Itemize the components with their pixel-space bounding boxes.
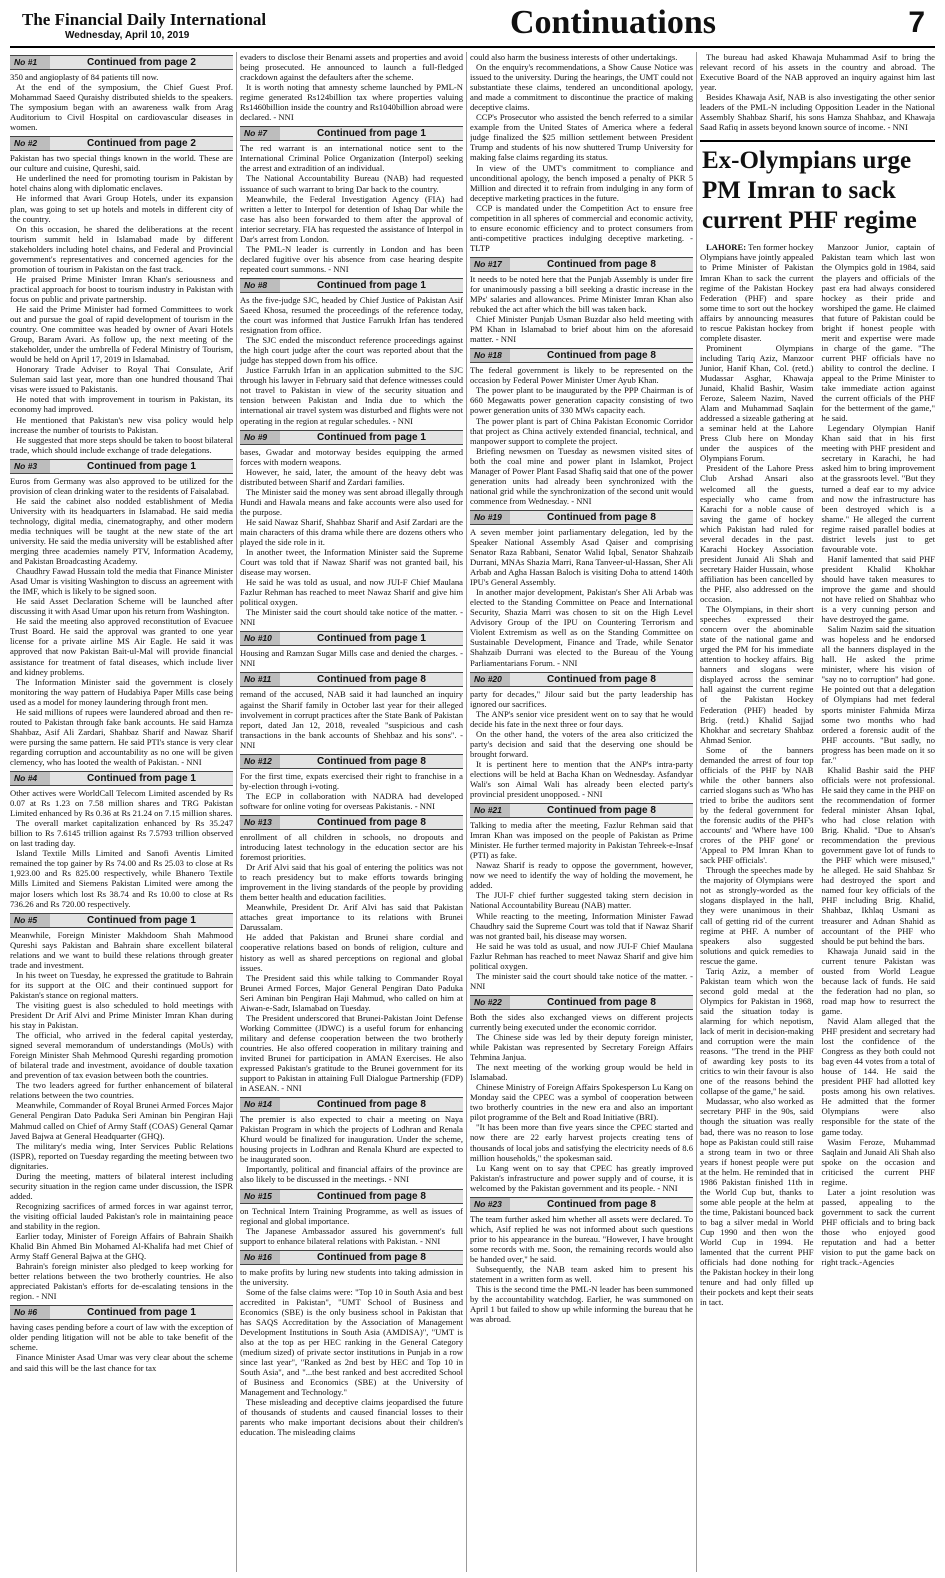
story-title: Continued from page 8 <box>317 1190 426 1202</box>
paragraph: Nawaz Sharif is ready to oppose the government, however, now we need to identify the way of holding the movement, he added. <box>470 860 693 891</box>
story-title: Continued from page 1 <box>317 279 426 291</box>
paragraph: enrollment of all children in schools, no dropouts and introducing latest technology in the education sector are his foremost priorities. <box>240 831 463 863</box>
paragraph: Island Textile Mills Limited and Sanofi Aventis Limited remained the top gainer by Rs 74.00 and Rs 25.03 to close at Rs 1,923.00 and Rs 825.00 respectively, while Bhanero Textile Mills Limited and Siemens Pakistan Limited were among the major losers which lost Rs 38.74 and Rs 10.00 to close at Rs 736.26 and Rs 720.00 respectively. <box>10 848 233 909</box>
story-title: Continued from page 1 <box>317 633 426 645</box>
story-header <box>470 995 693 1010</box>
continued-story <box>470 1197 693 1325</box>
column-1 <box>10 52 233 1572</box>
continued-story <box>10 1305 233 1372</box>
paragraph: The overall market capitalization enhanced by Rs 35.247 billion to Rs 7.6145 trillion against Rs 7.5793 trillion observed on last trading day. <box>10 818 233 849</box>
story-title: Continued from page 2 <box>87 57 196 68</box>
lead-paragraph: The Olympians, in their short speeches expressed their concern over the abominable state of the national game and urged the PM for his immediate attention to hockey affairs. Big banners and slogans were displayed across the seminar hall against the current regime of the Pakistan Hockey Federation (PHF) headed by Brig. (retd.) Khalid Sajjad Khokhar and secretary Shahbaz Ahmad Senior. <box>700 604 814 745</box>
paragraph: The team further asked him whether all assets were declared. To which, Asif replied he was not informed about such questions prior to his appearance in the bureau. "However, I have brought some records with me. Soon, the remaining records would also be handed over," he said. <box>470 1213 693 1264</box>
paragraph: Meanwhile, Foreign Minister Makhdoom Shah Mahmood Qureshi says Pakistan and Bahrain share excellent bilateral relations and we want to build these relations through greater trade and investment. <box>10 929 233 970</box>
paragraph: The power plant is part of China Pakistan Economic Corridor that project as China actively extended financial, technical, and manpower support to complete the project. <box>470 415 693 446</box>
lead-paragraph: President of the Lahore Press Club Arshad Ansari also welcomed all the guests, especially who came from Karachi for a noble cause of saving the game of hockey which Pakistan had ruled for several decades in the past. Karachi Hockey Association president Junaid Ali Shah and secretary Haider Hussain, whose affiliation has been cancelled by the PHF, also addressed on the occasion. <box>700 463 814 605</box>
column-3 <box>470 52 693 1572</box>
paragraph: Euros from Germany was also approved to be utilized for the provision of clean drinking water to the residents of Faisalabad. <box>10 475 233 496</box>
continued-story <box>240 1189 463 1246</box>
paragraph: Meanwhile, the Federal Investigation Agency (FIA) had written a letter to Interpol for detention of Ishaq Dar while the case has also been forwarded to them after the approval of interior secretary. FIA has requested the assistance of Interpol in Dar's arrest from London. <box>240 193 463 244</box>
paragraph: For the first time, expats exercised their right to franchise in a by-election through i-voting. <box>240 770 463 791</box>
lead-paragraph: Navid Alam alleged that the PHF president and secretary had lost the confidence of the Congress as they both could not bag even 44 votes from a total of house of 144. He said the president PHF had allotted key posts among his own relatives. He admitted that the former Olympians were also responsible for the state of the game today. <box>821 1015 935 1137</box>
paragraph: A seven member joint parliamentary delegation, led by the Speaker National Assembly Asad Qaiser and comprising Senator Raza Rabbani, Senator Walid Iqbal, Senator Shahzaib Durrani, MNAs Shazia Marri, Rana Tanveer-ul-Hassan, Sher Ali Arbab and Agha Hassan Baloch is visiting Doha to attend 140th IPU's General Assembly. <box>470 526 693 588</box>
paragraph: The ECP in collaboration with NADRA had developed software for online voting for overseas Pakistanis. - NNI <box>240 790 463 811</box>
paragraph: In his tweet on Tuesday, he expressed the gratitude to Bahrain for its support at the OIC and their continued support for Pakistan's stance on regional matters. <box>10 969 233 1000</box>
lead-paragraph <box>700 242 814 342</box>
paragraph: The two leaders agreed for further enhancement of bilateral relations between the two countries. <box>10 1080 233 1101</box>
lead-paragraph: Some of the banners demanded the arrest of four top officials of the PHF by NAB while the other banners also carried slogans such as 'Who has tried to bribe the auditors sent by the federal government for the forensic audits of the PHF's accounts' and 'Where have 100 crores of the PHF gone' or 'Appeal to PM Imran Khan to sack PHF officials'. <box>700 744 814 866</box>
paragraph: He said millions of rupees were laundered abroad and then re-routed to Pakistan through fake bank accounts. He said Hamza Shahbaz, Asif Ali Zardari, Shahbaz Sharif and Nawaz Sharif were pursing the same pattern. He said PTI's stance is very clear regarding corruption and accountability as no one will be given clemency, who has looted the wealth of Pakistan. - NNI <box>10 706 233 767</box>
story-header <box>10 136 233 151</box>
lead-body <box>700 242 935 1322</box>
continued-story <box>10 913 233 1302</box>
story-number: No #19 <box>470 511 510 524</box>
column-4 <box>700 52 935 1572</box>
story-title: Continued from page 1 <box>87 1307 196 1319</box>
paragraph: Chaudhry Fawad Hussain told the media that Finance Minister Asad Umar is visiting Washington to discuss an agreement with the IMF, which is likely to be signed soon. <box>10 566 233 597</box>
continued-story <box>10 55 233 132</box>
story-number: No #13 <box>240 816 280 829</box>
paragraph: It is worth noting that amnesty scheme launched by PML-N regime generated Rs124billion tax where properties valuing Rs1460billion inside the country and Rs1040billion abroad were declared. - NNI <box>240 82 463 123</box>
issue-date: Wednesday, April 10, 2019 <box>65 30 190 41</box>
lead-paragraph: Through the speeches made by the majority of Olympians were not as strongly-worded as the slogans displayed in the hall, they were unanimous in their call of getting rid of the current regime at PHF. A number of speakers also suggested solutions and quick remedies to rescue the game. <box>700 865 814 966</box>
paragraph: These misleading and deceptive claims jeopardised the future of thousands of students and caused financial losses to their parents who make important decisions about their children's education. The misleading claims <box>240 1397 463 1438</box>
paragraph: In another tweet, the Information Minister said the Supreme Court was told that if Nawaz Sharif was not granted bail, his disease may worsen. <box>240 547 463 578</box>
story-header <box>470 510 693 525</box>
story-number: No #17 <box>470 258 510 271</box>
story-title: Continued from page 1 <box>87 773 196 785</box>
paragraph: CCP is mandated under the Competition Act to ensure free competition in all spheres of commercial and economic activity, to ensure economic efficiency and to protect consumers from anti-competitive practices indulging deceptive marketing. - TLTP <box>470 202 693 253</box>
paragraph: On the enquiry's recommendations, a Show Cause Notice was issued to the university. During the hearings, the UMT could not substantiate these claims, tendered an unconditional apology, and made a commitment to discontinue the practice of making deceptive claims. <box>470 62 693 113</box>
paragraph: The National Accountability Bureau (NAB) had requested issuance of such warrant to bring Dar back to the country. <box>240 173 463 194</box>
paragraph: evaders to disclose their Benami assets and properties and avoid being prosecuted. He announced to launch a full-fledged crackdown against the defaulters after the scheme. <box>240 52 463 83</box>
story-number: No #21 <box>470 804 510 817</box>
continued-story <box>240 1097 463 1184</box>
story-header <box>10 459 233 474</box>
paragraph: Dr Arif Alvi said that his goal of entering the politics was not to reach presidency but to make efforts towards bringing improvement in the living standards of the people by providing them better health and education facilities. <box>240 862 463 903</box>
continued-story <box>240 672 463 749</box>
paragraph: Lu Kang went on to say that CPEC has greatly improved Pakistan's infrastructure and power supply and of course, it is welcomed by the Pakistan government and its people. - NNI <box>470 1162 693 1193</box>
story-header <box>10 913 233 928</box>
paragraph: The Chinese side was led by their deputy foreign minister, while Pakistan was represented by Secretary Foreign Affairs Tehmina Janjua. <box>470 1031 693 1063</box>
story-number: No #22 <box>470 996 510 1009</box>
continued-story <box>470 672 693 800</box>
story-header <box>240 430 463 445</box>
paragraph: Recognizing sacrifices of armed forces in war against terror, the visiting official lauded Pakistan's role in maintaining peace and stability in the region. <box>10 1200 233 1231</box>
paragraph: He said the Prime Minister had formed Committees to work out and pursue the goal of rapid development of tourism in the country. One committee was headed by owner of Avari Hotels Group, Baram Avari. As follow up, the next meeting of the stakeholder, under the umbrella of Federal Ministry of Tourism, would be held on April 17, 2019 in Islamabad. <box>10 303 233 365</box>
story-number: No #16 <box>240 1251 280 1264</box>
continued-story <box>240 430 463 628</box>
story-number: No #11 <box>240 673 280 686</box>
story-number: No #12 <box>240 755 280 768</box>
paragraph: remand of the accused, NAB said it had launched an inquiry against the Sharif family in October last year for their alleged involvement in corrupt practices after the State Bank of Pakistan report, dated Jan 12, 2018, revealed "suspicious and cash transactions in the bank accounts of Shehbaz and his sons". - NNI <box>240 689 463 750</box>
paragraph: The visiting guest is also scheduled to hold meetings with President Dr Arif Alvi and Prime Minister Imran Khan during his stay in Pakistan. <box>10 999 233 1031</box>
lead-text: Ten former hockey Olympians have jointly appealed to Prime Minister of Pakistan Imran Khan to sack the current regime of the Pakistan Hockey Federation (PHF) and spare some time to sort out the hockey affairs by announcing measures to rescue Pakistan hockey from complete disaster. <box>700 242 814 343</box>
paragraph: Housing and Ramzan Sugar Mills case and denied the charges. - NNI <box>240 648 463 669</box>
lead-paragraph: Prominent Olympians including Tariq Aziz, Manzoor Junior, Hanif Khan, Col. (retd.) Mudassar Asghar, Khawaja Junaid, Khalid Bashir, Wasim Feroze, Saleem Nazim, Naved Alam and Muhammad Saqlain addressed a sizeable gathering at a seminar held at the Lahore Press Club here on Monday under the auspices of the Olympians Forum. <box>700 342 814 464</box>
column-2 <box>240 52 463 1572</box>
paragraph: Meanwhile, President Dr. Arif Alvi has said that Pakistan attaches great importance to its relations with Brunei Darussalam. <box>240 902 463 933</box>
paragraph: In view of the UMT's commitment to compliance and unconditional apology, the bench imposed a penalty of PKR 5 Million and directed it to refrain from indulging in any form of deceptive marketing practices in the future. <box>470 162 693 203</box>
continued-story <box>240 1250 463 1438</box>
story-title: Continued from page 8 <box>317 755 426 767</box>
story-header <box>10 771 233 786</box>
paragraph: He underlined the need for promoting tourism in Pakistan by hotel chains along with diplomatic enclaves. <box>10 173 233 194</box>
story-number: No #23 <box>470 1198 510 1211</box>
paragraph: Subsequently, the NAB team asked him to present his statement in a written form as well. <box>470 1263 693 1285</box>
paragraph: He said the meeting also approved reconstitution of Evacuee Trust Board. He said the approval was granted to one year license for a private airline MS Air Eagle. He said it was approved that now Pakistan Bait-ul-Mal will provide financial assistance for treatment of fatal diseases, which include liver and kidney problems. <box>10 616 233 677</box>
paragraph: In another major development, Pakistan's Sher Ali Arbab was elected to the Standing Committee on Peace and International Security, Shazia Marri was chosen to sit on the High Level Advisory Group of the IPU on Countering Terrorism and Violent Extremism as well as on the Standing Committee on Sustainable Development, Finance and Trade, while Senator Shahzaib Durrani was elected to the Bureau of the Young Parliamentarians Forum. - NNI <box>470 587 693 668</box>
story-number: No #18 <box>470 349 510 362</box>
page-number: 7 <box>908 6 925 39</box>
paragraph: He praised Prime Minister Imran Khan's seriousness and practical approach for boost to tourism industry in Pakistan with focus on public and private partnership. <box>10 273 233 304</box>
lead-paragraph: Tariq Aziz, a member of Pakistan team which won the second gold medal at the Olympics for Pakistan in 1968, said the situation today is alarming for which nepotism, lack of merit in decision-making and corruption were the main reasons. "The trend in the PHF of awarding key posts to its critics to win their favour is also one of the reasons behind the collapse of the game," he said. <box>700 965 814 1097</box>
paragraph: The power plant to be inaugurated by the PPP Chairman is of 660 Megawatts power generation capacity consisting of two power generation units of 330 MWs capacity each. <box>470 385 693 416</box>
lead-paragraph: Khalid Bashir said the PHF officials were not professional. He said they came in the PHF on the recommendation of former federal minister Ahsan Iqbal, who had close relation with Brig. Khalid. "Due to Ahsan's recommendation the previous government gave lot of funds to the PHF which were misused," he alleged. He said Shahbaz Sr had destroyed the sport and named four key officials of the PHF including Brig. Khalid, Shahbaz, Ikhlaq Usmani as treasurer and Adnan Shahid as accountant of the PHF who should be put behind the bars. <box>821 764 935 946</box>
paragraph: Finance Minister Asad Umar was very clear about the scheme and said this will be the last chance for tax <box>10 1352 233 1373</box>
paragraph: having cases pending before a court of law with the exception of older pending litigation will not be able to take benefit of the scheme. <box>10 1322 233 1353</box>
story-title: Continued from page 8 <box>317 816 426 828</box>
continued-story <box>240 278 463 426</box>
lead-paragraph: Khawaja Junaid said in the current tenure Pakistan was ousted from World League because lack of funds. He said the federation had no plan, so road map how to resurrect the game. <box>821 945 935 1016</box>
paragraph: The President underscored that Brunei-Pakistan Joint Defense Working Committee (JDWC) is a useful forum for enhancing military and defense cooperation between the two brotherly countries. He also offered cooperation in military training and invited Brunei for participation in AMAN Exercises. He also expressed Pakistan's gratitude to the Brunei government for its support to Pakistan in attaining Full Dialogue Partnership (FDP) in ASEAN. - NNI <box>240 1012 463 1094</box>
paragraph: While reacting to the meeting, Information Minister Fawad Chaudhry said the Supreme Court was told that if Nawaz Sharif was not granted bail, his disease may worsen. <box>470 910 693 941</box>
story-title: Continued from page 8 <box>547 673 656 685</box>
continued-story <box>470 52 693 253</box>
paragraph: The federal government is likely to be represented on the occasion by Federal Power Minister Umer Ayub Khan. <box>470 365 693 386</box>
lead-paragraph: Salim Nazim said the situation was hopeless and he endorsed all the banners displayed in the hall. He asked the prime minister, where his vision of "say no to corruption" had gone. He pointed out that a delegation of Olympians had met federal sports minister Fahmida Mirza some two months who had ordered a forensic audit of the PHF accounts. "But sadly, no progress has been made on it so far." <box>821 624 935 765</box>
paragraph: He said Nawaz Sharif, Shahbaz Sharif and Asif Zardari are the main characters of this drama while there are dozens others who played the side role in it. <box>240 516 463 547</box>
paragraph: During the meeting, matters of bilateral interest including security situation in the region came under discussion, the ISPR added. <box>10 1170 233 1201</box>
paragraph: The official, who arrived in the federal capital yesterday, signed several memorandum of understandings (MoUs) with Foreign Minister Shah Mehmood Qureshi regarding promotion of bilateral trade and investment, avoidance of double taxation and prevention of tax evasion between both the countries. <box>10 1030 233 1081</box>
dateline: LAHORE: <box>706 242 747 253</box>
story-number: No #8 <box>240 279 280 292</box>
paragraph: Honorary Trade Adviser to Royal Thai Consulate, Arif Suleman said last year, more than one hundred thousand Thai visas were issued to Pakistanis. <box>10 364 233 395</box>
story-header <box>470 257 693 272</box>
story-number: No #10 <box>240 632 280 645</box>
paragraph: He mentioned that Pakistan's new visa policy would help increase the number of tourists to Pakistan. <box>10 414 233 435</box>
continued-story <box>470 995 693 1193</box>
story-title: Continued from page 1 <box>317 431 426 443</box>
paragraph: The ANP's senior vice president went on to say that he would decide his fate in the next three or four days. <box>470 708 693 729</box>
paragraph: The JUI-F chief further suggested taking stern decision in National Accountability Bureau (NAB) matter. <box>470 890 693 911</box>
paragraph: The premier is also expected to chair a meeting on Naya Pakistan Program in which the projects of Lodhran and Renala Khurd would be finalized for inauguration. Under the scheme, housing projects in Lodhran and Renala Khurd are expected to be inaugurated soon. <box>240 1114 463 1165</box>
story-number: No #3 <box>10 460 50 473</box>
lead-story <box>700 140 935 1322</box>
paragraph: On the other hand, the voters of the area also criticized the party's decision and said that the deserving one should be brought forward. <box>470 728 693 759</box>
lead-paragraph: Later a joint resolution was passed, appealing to the government to sack the current PHF officials and to bring back those who enjoyed good reputation and had a better vision to put the game back on right track.-Agencies <box>821 1186 935 1268</box>
story-number: No #9 <box>240 431 280 444</box>
paragraph: He said he was told as usual, and now JUI-F Chief Maulana Fazlur Rehman has reached to meet Nawaz Sharif and give him political oxygen. <box>470 940 693 971</box>
story-title: Continued from page 2 <box>87 138 196 150</box>
lead-paragraph: Legendary Olympian Hanif Khan said that in his first meeting with PHF president and secretary in Karachi, he had asked him to bring improvement at the grassroots level. "But they turned a deaf ear to my advice and now the infrastructure has been destroyed which is a shame." He alleged the current regime raised parallel bodies at district levels just to get favourable vote. <box>821 423 935 554</box>
story-number: No #7 <box>240 127 280 140</box>
story-number: No #15 <box>240 1190 280 1203</box>
paragraph: It is pertinent here to mention that the ANP's intra-party elections will be held at Bacha Khan on Wednesday. Asfandyar Wali's son Aimal Wali has already been elected party's provincial president unopposed. - NNI <box>470 758 693 800</box>
story-header <box>240 278 463 293</box>
paragraph: on Technical Intern Training Programme, as well as issues of regional and global importance. <box>240 1205 463 1226</box>
continued-story <box>10 459 233 767</box>
story-number: No #2 <box>10 137 50 150</box>
paragraph: to make profits by luring new students into taking admission in the university. <box>240 1266 463 1287</box>
paragraph: Some of the false claims were: "Top 10 in South Asia and best accredited in Pakistan", "UMT School of Business and Economics (SBE) is the only business school in Pakistan that has SAQS Accreditation by the Association of Management Development Institutions in South Asia (AMDISA)", "UMT is also at the top as per HEC ranking in the General Category (medium sized) of private sector institutions in Punjab in a row since last year", "Ranked as 2nd best by HEC and Top 10 in South Asia", and "...the best ranked and best accredited School of Business and Economics (SBE) at the University of Management and Technology." <box>240 1286 463 1398</box>
paragraph: Justice Farrukh Irfan in an application submitted to the SJC through his lawyer in February said that defence witnesses could not travel to Pakistan in view of the security situation and tension between Pakistan and India due to which the international air travel system was disturbed and flights were not operating in the region at regular schedules. - NNI <box>240 365 463 426</box>
paragraph: As the five-judge SJC, headed by Chief Justice of Pakistan Asif Saeed Khosa, resumed the proceedings of the reference today, the court was informed that Justice Farrukh Irfan has tendered resignation from office. <box>240 294 463 336</box>
story-header <box>470 348 693 363</box>
story-header <box>240 631 463 646</box>
paper-name: The Financial Daily International <box>22 10 267 29</box>
paragraph: "It has been more than five years since the CPEC started and now there are 22 early harvest projects creating tens of thousands of local jobs and satisfying the electricity needs of 8.6 million households," the spokesman said. <box>470 1122 693 1163</box>
paragraph: He noted that with improvement in tourism in Pakistan, its economy had improved. <box>10 394 233 415</box>
continued-story <box>240 815 463 1093</box>
story-header <box>240 815 463 830</box>
paragraph: could also harm the business interests of other undertakings. <box>470 52 678 62</box>
continued-story <box>240 754 463 811</box>
paragraph: The bureau had asked Khawaja Muhammad Asif to bring the relevant record of his assets in the country and abroad. The Executive Board of the NAB approved an inquiry against him last year. <box>700 52 935 93</box>
paragraph: Meanwhile, Commander of Royal Brunei Armed Forces Major General Pengiran Dato Paduka Seri Aminan bin Pengiran Haji Mahmud called on Chief of Army Staff (COAS) General Qamar Javed Bajwa at General Headquarter (GHQ). <box>10 1100 233 1141</box>
paragraph: However, he said, later, the amount of the heavy debt was distributed between Sharif and Zardari families. <box>240 466 463 487</box>
story-header <box>10 55 233 70</box>
story-header <box>470 803 693 818</box>
story-number: No #20 <box>470 673 510 686</box>
paragraph: Pakistan has two special things known in the world. These are our culture and cuisine, Qureshi, said. <box>10 153 233 174</box>
paragraph: He said Asset Declaration Scheme will be launched after discussing it with Asad Umar upon his return from Washington. <box>10 596 233 617</box>
story-header <box>470 672 693 687</box>
paragraph: Chief Minister Punjab Usman Buzdar also held meeting with PM Khan in Islamabad to brief about him on the aforesaid matter. - NNI <box>470 314 693 345</box>
lead-paragraph: Wasim Feroze, Muhammad Saqlain and Junaid Ali Shah also spoke on the occasion and criticised the current PHF regime. <box>821 1136 935 1187</box>
story-title: Continued from page 8 <box>547 1198 656 1210</box>
paragraph: Both the sides also exchanged views on different projects currently being executed under the economic corridor. <box>470 1011 693 1032</box>
paragraph: Importantly, political and financial affairs of the province are also likely to be discussed in the meetings. - NNI <box>240 1164 463 1185</box>
masthead <box>10 6 935 48</box>
paragraph: The PML-N leader is currently in London and has been declared fugitive over his absence from case hearing despite repeated court summons. - NNI <box>240 243 463 274</box>
story-header <box>240 1250 463 1265</box>
continued-story <box>470 348 693 506</box>
paragraph: Talking to media after the meeting, Fazlur Rehman said that Imran Khan was imposed on the people of Pakistan as Prime Minister. He further termed majority in Pakistan Tehreek-e-Insaf (PTI) as fake. <box>470 820 693 861</box>
continued-story <box>10 771 233 909</box>
story-title: Continued from page 8 <box>547 350 656 362</box>
story-number: No #1 <box>10 56 50 69</box>
paragraph: Bahrain's foreign minister also pledged to keep working for better relations between the two brotherly countries. He also appreciated Pakistan's efforts for de-escalating tensions in the region. - NNI <box>10 1261 233 1302</box>
lead-paragraph: Mudassar, who also worked as secretary PHF in the 90s, said though the situation was really bad, there was no reason to lose hope as Pakistan could still raise a strong team in two or three years if honest people were put at the helm. He reminded that in 1986 Pakistan finished 11th in the World Cup but, thanks to some able people at the helm at the time, Pakistani bounced back to bag a silver medal in World Cup 1990 and then won the World Cup in 1994. He lamented that the current PHF officials had done nothing for the Pakistan hockey in their long tenure and had only filled up their pockets and kept their seats in tact. <box>700 1096 814 1308</box>
paragraph: Besides Khawaja Asif, NAB is also investigating the other senior leaders of the PML-N including Opposition Leader in the National Assembly Shahbaz Sharif, his sons Hamza Shahbaz, and Khawaja Saad Rafiq in assets beyond known source of income. - NNI <box>700 92 935 133</box>
paragraph: The military's media wing, Inter Services Public Relations (ISPR), reported on Tuesday regarding the meeting between two dignitaries. <box>10 1140 233 1171</box>
columns <box>10 52 935 1572</box>
paragraph: At the end of the symposium, the Chief Guest Prof. Mohammad Saeed Quraishy distributed shields to the speakers. The symposium began with an awareness walk from Arag Auditorium to Civil Hospital on cardiovascular diseases in women. <box>10 82 233 133</box>
continued-story <box>470 257 693 344</box>
story-title: Continued from page 8 <box>317 1251 426 1263</box>
paragraph: He added that Pakistan and Brunei share cordial and cooperative relations based on bonds of religion, culture and history as well as shared perceptions on regional and global issues. <box>240 932 463 973</box>
story-number: No #14 <box>240 1098 280 1111</box>
paragraph: Earlier today, Minister of Foreign Affairs of Bahrain Shaikh Khalid Bin Ahmed Bin Mohamed Al-Khalifa had met Chief of Army Staff General Bajwa at the GHQ. <box>10 1231 233 1262</box>
paragraph: He informed that Avari Group Hotels, under its expansion plan, was going to set up hotels and motels in different city of the country. <box>10 193 233 224</box>
continued-story <box>240 126 463 274</box>
story-title: Continued from page 1 <box>87 914 196 926</box>
lead-headline: Ex-Olympians urge PM Imran to sack current PHF regime <box>700 140 935 242</box>
paragraph: bases, Gwadar and motorway besides equipping the armed forces with modern weapons. <box>240 446 463 467</box>
story-title: Continued from page 8 <box>547 511 656 523</box>
story-header <box>240 672 463 687</box>
story-number: No #4 <box>10 772 50 785</box>
story-header <box>240 754 463 769</box>
paragraph: party for decades," Jilour said but the party leadership has ignored our sacrifices. <box>470 688 693 709</box>
story-header <box>240 1189 463 1204</box>
paragraph: The next meeting of the working group would be held in Islamabad. <box>470 1062 693 1083</box>
story-header <box>470 1197 693 1212</box>
continued-story <box>240 52 463 122</box>
paragraph: The Information Minister said the government is closely monitoring the way pattern of Hudabiya Paper Mills case being used as a model for money laundering through front men. <box>10 676 233 707</box>
story-title: Continued from page 8 <box>547 805 656 817</box>
story-title: Continued from page 8 <box>547 258 656 270</box>
story-col4-top <box>700 52 935 132</box>
story-title: Continued from page 8 <box>317 1099 426 1111</box>
story-number: No #6 <box>10 1306 50 1319</box>
paragraph: The SJC ended the misconduct reference proceedings against the high court judge after the court was reported about that the judge has stepped down from his office. <box>240 335 463 366</box>
paragraph: This is the second time the PML-N leader has been summoned by the accountability watchdog. Earlier, he was summoned on April 1 but failed to show up while informing the bureau that he was abroad. <box>470 1284 693 1325</box>
continued-story <box>470 510 693 668</box>
paragraph: CCP's Prosecutor who assisted the bench referred to a similar example from the United States of America where a federal judge finalized the $25 million settlement between President Trump and students of his now shuttered Trump University for making false claims regarding its status. <box>470 112 693 163</box>
paragraph: The minister said the court should take notice of the matter. - NNI <box>470 970 693 991</box>
continued-story <box>240 631 463 668</box>
paragraph: Briefing newsmen on Tuesday as newsmen visited sites of both the coal mine and power plant in Islamkot, Project Manager of Power Plant Fasad Shafiq said that one of the power generation units had already been synchronized with the national grid while the synchronization of the second unit would commence from Wednesday. - NNI <box>470 445 693 506</box>
paragraph: It needs to be noted here that the Punjab Assembly is under fire for unanimously passing a bill seeking a drastic increase in the MPs' salaries and allowances. Prime Minister Imran Khan also rebuked the act after which the bill was taken back. <box>470 273 693 315</box>
story-number: No #5 <box>10 914 50 927</box>
story-header <box>10 1305 233 1320</box>
paragraph: The Japanese Ambassador assured his government's full support to enhance bilateral relations with Pakistan. - NNI <box>240 1225 463 1246</box>
paragraph: 350 and angioplasty of 84 patients till now. <box>10 72 159 82</box>
section-title: Continuations <box>510 4 716 41</box>
paragraph: The Minister said the court should take notice of the matter. - NNI <box>240 607 463 628</box>
story-title: Continued from page 8 <box>317 674 426 686</box>
story-title: Continued from page 8 <box>547 996 656 1008</box>
paragraph: Other actives were WorldCall Telecom Limited ascended by Rs 0.07 at Rs 1.23 on 7.58 million shares and TRG Pakistan Limited enhanced by Rs 0.36 at Rs 21.24 on 7.15 million shares. <box>10 788 233 819</box>
continued-story <box>10 136 233 454</box>
paragraph: The red warrant is an international notice sent to the International Criminal Police Organization (Interpol) seeking the arrest and extradition of an individual. <box>240 143 463 174</box>
story-header <box>240 126 463 141</box>
continued-story <box>470 803 693 991</box>
paragraph: Chinese Ministry of Foreign Affairs Spokesperson Lu Kang on Monday said the CPEC was a symbol of cooperation between two brotherly countries in the new era and also an important pilot programme of the Belt and Road Initiative (BRI). <box>470 1082 693 1123</box>
paragraph: He said the cabinet also nodded establishment of Media University with its headquarters in Islamabad. He said media technology, digital media, cinematography, and other modern media techniques will be taught at the new state of the art university. He said the media university will be established after merging three academies namely PTV, Information Academy, and Pakistan Broadcasting Academy. <box>10 495 233 567</box>
paragraph: The President said this while talking to Commander Royal Brunei Armed Forces, Major General Pengiran Dato Paduka Seri Aminan bin Pengiran Haji Mahmud, who called on him at Aiwan-e-Sadr, Islamabad on Tuesday. <box>240 972 463 1013</box>
story-title: Continued from page 1 <box>317 128 426 140</box>
paragraph: He suggested that more steps should be taken to boost bilateral trade, which should include exchange of trade delegations. <box>10 434 233 455</box>
lead-paragraph: Manzoor Junior, captain of Pakistan team which last won the Olympics gold in 1984, said the players and officials of the past era had always considered hockey as their pride and worshiped the game. He claimed that future of Pakistan could be bright if honest people with merit and expertise were made in charge of the game. "The current PHF officials have no ability to control the decline. I appeal to the Prime Minister to take immediate action against the current officials of the PHF for the betterment of the game," he said. <box>821 242 935 424</box>
lead-paragraph: Hanif lamented that said PHF president Khalid Khokhar should have taken measures to improve the game and should not have relied on Shahbaz who is a very cunning person and have destroyed the game. <box>821 553 935 625</box>
paragraph: On this occasion, he shared the deliberations at the recent tourism summit held in Islamabad made by different stakeholders including hotel chains, and Federal and Provincial government's representatives and concerned agencies for the promotion of tourism in Pakistan on the fast track. <box>10 223 233 274</box>
story-header <box>240 1097 463 1112</box>
paragraph: The Minister said the money was sent abroad illegally through Hundi and Hawala means and fake accounts were also used for the purpose. <box>240 486 463 517</box>
story-title: Continued from page 1 <box>87 460 196 472</box>
paragraph: He said he was told as usual, and now JUI-F Chief Maulana Fazlur Rehman has reached to meet Nawaz Sharif and give him political oxygen. <box>240 577 463 608</box>
